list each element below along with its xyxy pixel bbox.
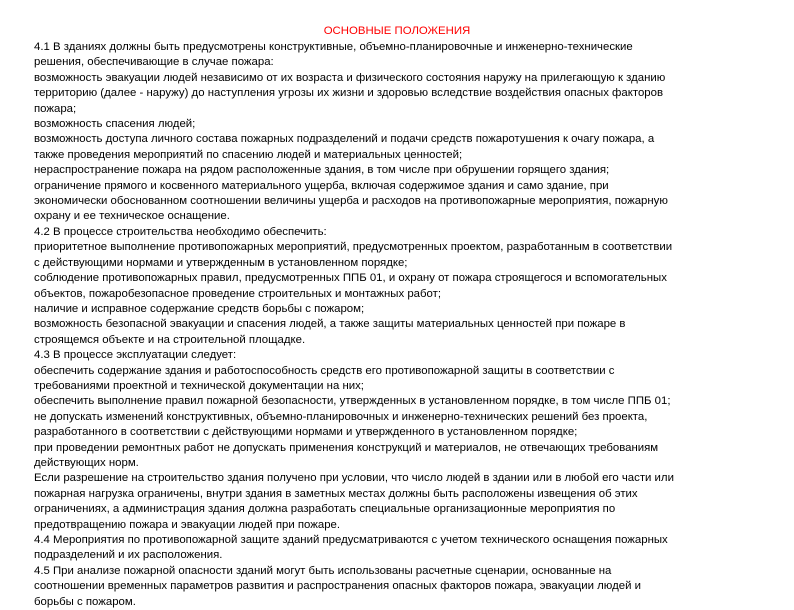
document-body (34, 40, 770, 610)
text-line: возможность доступа личного состава пожарных подразделений и подачи средств пожаротушения к очагу пожара, а (34, 133, 655, 146)
text-line: пожарная нагрузка ограничены, внутри здания в заметных местах должны быть расположены извещения об этих (34, 487, 638, 500)
text-line: 4.2 В процессе строительства необходимо обеспечить: (34, 225, 327, 238)
text-line: обеспечить содержание здания и работоспособность средств его противопожарной защиты в соответствии с (34, 364, 615, 377)
text-line: ограничениях, а администрация здания должна разработать специальные организационные мероприятия по (34, 503, 616, 516)
text-line: решения, обеспечивающие в случае пожара: (34, 56, 274, 69)
text-line: охрану и ее техническое оснащение. (34, 210, 230, 223)
text-line: соблюдение противопожарных правил, предусмотренных ППБ 01, и охрану от пожара строящегося и вспомогательных (34, 272, 667, 285)
text-line: возможность безопасной эвакуации и спасения людей, а также защиты материальных ценностей при пожаре в (34, 318, 626, 331)
text-line: Если разрешение на строительство здания получено при условии, что число людей в здании или в любой его части или (34, 472, 674, 485)
text-line: строящемся объекте и на строительной площадке. (34, 333, 306, 346)
text-line: 4.1 В зданиях должны быть предусмотрены конструктивные, объемно-планировочные и инженерно-технические (34, 41, 633, 53)
text-line: также проведения мероприятий по спасению людей и материальных ценностей; (34, 148, 463, 161)
text-line: не допускать изменений конструктивных, объемно-планировочных и инженерно-технических решений без проекта, (34, 410, 648, 423)
text-line: пожара; (34, 102, 77, 115)
text-line: возможность спасения людей; (34, 118, 196, 131)
text-line: объектов, пожаробезопасное проведение строительных и монтажных работ; (34, 287, 441, 300)
text-line: обеспечить выполнение правил пожарной безопасности, утвержденных в установленном порядке, в том числе ППБ 01; (34, 395, 671, 408)
page-title: ОСНОВНЫЕ ПОЛОЖЕНИЯ (323, 25, 471, 37)
text-line: 4.5 При анализе пожарной опасности зданий могут быть использованы расчетные сценарии, основанные на (34, 564, 612, 577)
text-line: территорию (далее - наружу) до наступления угрозы их жизни и здоровью вследствие воздействия опасных факторов (34, 87, 664, 100)
text-line: при проведении ремонтных работ не допускать применения конструкций и материалов, не отвечающих требованиям (34, 441, 659, 454)
text-line: нераспространение пожара на рядом расположенные здания, в том числе при обрушении горящего здания; (34, 164, 610, 177)
text-line: 4.4 Мероприятия по противопожарной защите зданий предусматриваются с учетом технического оснащения пожарных (34, 534, 668, 546)
text-line: разработанного в соответствии с действующими нормами и утвержденного в установленном порядке; (34, 426, 578, 439)
text-line: требованиями проектной и технической документации на них; (34, 379, 364, 392)
text-line: борьбы с пожаром. (34, 595, 136, 608)
text-line: подразделений и их расположения. (34, 549, 223, 562)
text-line: ограничение прямого и косвенного материального ущерба, включая содержимое здания и само здание, при (34, 179, 609, 192)
text-line: наличие и исправное содержание средств борьбы с пожаром; (34, 302, 365, 315)
text-line: экономически обоснованном соотношении величины ущерба и расходов на противопожарные мероприятия, пожарную (34, 195, 668, 208)
text-line: соотношении временных параметров развития и распространения опасных факторов пожара, эвакуации людей и (34, 580, 641, 593)
text-line: с действующими нормами и утвержденным в установленном порядке; (34, 256, 408, 269)
text-line: приоритетное выполнение противопожарных мероприятий, предусмотренных проектом, разработанным в соответствии (34, 241, 673, 254)
text-line: возможность эвакуации людей независимо от их возраста и физического состояния наружу на прилегающую к зданию (34, 71, 666, 84)
text-line: 4.3 В процессе эксплуатации следует: (34, 349, 237, 362)
text-line: предотвращению пожара и эвакуации людей при пожаре. (34, 518, 341, 531)
text-line: действующих норм. (34, 456, 139, 469)
